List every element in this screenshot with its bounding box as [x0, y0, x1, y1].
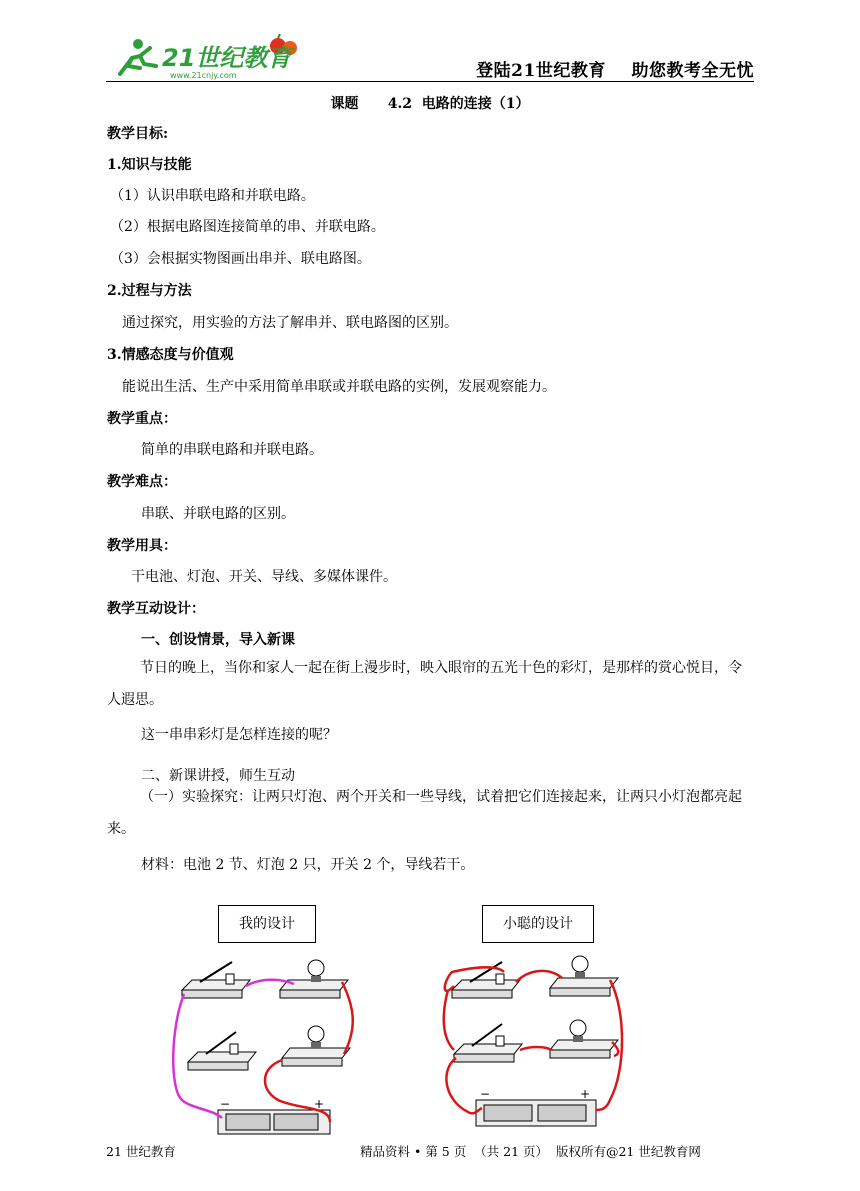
switch-icon	[182, 962, 250, 998]
process-text: 通过探究，用实验的方法了解串并、联电路图的区别。	[122, 315, 458, 331]
section1-question: 这一串串彩灯是怎样连接的呢？	[141, 727, 337, 743]
footer-left: 21 世纪教育	[106, 1144, 176, 1159]
bulb-icon	[280, 960, 348, 998]
bulb-icon	[282, 1026, 350, 1066]
svg-text:−: −	[480, 1087, 491, 1101]
design-heading: 教学互动设计：	[107, 601, 205, 617]
bulb-icon	[550, 1020, 618, 1058]
key-points-heading: 教学重点：	[107, 411, 177, 427]
section1-heading: 一、创设情景，导入新课	[141, 632, 295, 648]
switch-icon	[454, 1024, 522, 1062]
battery-icon	[476, 1087, 596, 1126]
attitude-text: 能说出生活、生产中采用简单串联或并联电路的实例，发展观察能力。	[122, 379, 556, 395]
header-slogan: 登陆21世纪教育 助您教考全无忧	[476, 61, 754, 81]
knowledge-item: （2）根据电路图连接简单的串、并联电路。	[110, 219, 385, 235]
objectives-heading: 教学目标:	[107, 126, 169, 142]
switch-icon	[188, 1032, 256, 1070]
figure-my-design	[170, 950, 370, 1140]
experiment-paragraph: （一）实验探究：让两只灯泡、两个开关和一些导线，试着把它们连接起来，让两只小灯泡都亮起来。	[107, 789, 742, 837]
tools-heading: 教学用具：	[107, 538, 177, 554]
page-title: 课题 4.2 电路的连接（1）	[330, 96, 530, 112]
figure-xiaocong-design	[440, 950, 640, 1140]
logo-text: 21世纪教育	[162, 44, 292, 72]
knowledge-item: （1）认识串联电路和并联电路。	[110, 188, 315, 204]
process-heading: 2.过程与方法	[107, 283, 192, 299]
figure-label-xiaocong-design: 小聪的设计	[482, 905, 594, 943]
runner-icon	[120, 39, 156, 74]
figure-label-my-design: 我的设计	[218, 905, 316, 943]
svg-text:+: +	[314, 1097, 325, 1111]
tools-text: 干电池、灯泡、开关、导线、多媒体课件。	[131, 569, 397, 585]
site-logo	[110, 34, 310, 82]
knowledge-heading: 1.知识与技能	[107, 157, 192, 173]
battery-icon	[218, 1097, 330, 1134]
footer-right: 精品资料 • 第 5 页 （共 21 页） 版权所有@21 世纪教育网	[360, 1144, 701, 1159]
difficulties-text: 串联、并联电路的区别。	[141, 506, 295, 522]
header-divider	[106, 81, 754, 82]
svg-text:−: −	[220, 1097, 231, 1111]
difficulties-heading: 教学难点：	[107, 474, 177, 490]
key-points-text: 简单的串联电路和并联电路。	[141, 442, 323, 458]
section1-paragraph: 节日的晚上，当你和家人一起在街上漫步时，映入眼帘的五光十色的彩灯，是那样的赏心悦目，令人遐思。	[107, 660, 742, 708]
materials-text: 材料：电池 2 节、灯泡 2 只，开关 2 个，导线若干。	[141, 857, 475, 873]
section2-heading: 二、新课讲授，师生互动	[141, 768, 295, 784]
svg-text:+: +	[580, 1087, 591, 1101]
attitude-heading: 3.情感态度与价值观	[107, 347, 234, 363]
logo-url: www.21cnjy.com	[170, 71, 237, 80]
knowledge-item: （3）会根据实物图画出串并、联电路图。	[110, 251, 371, 267]
